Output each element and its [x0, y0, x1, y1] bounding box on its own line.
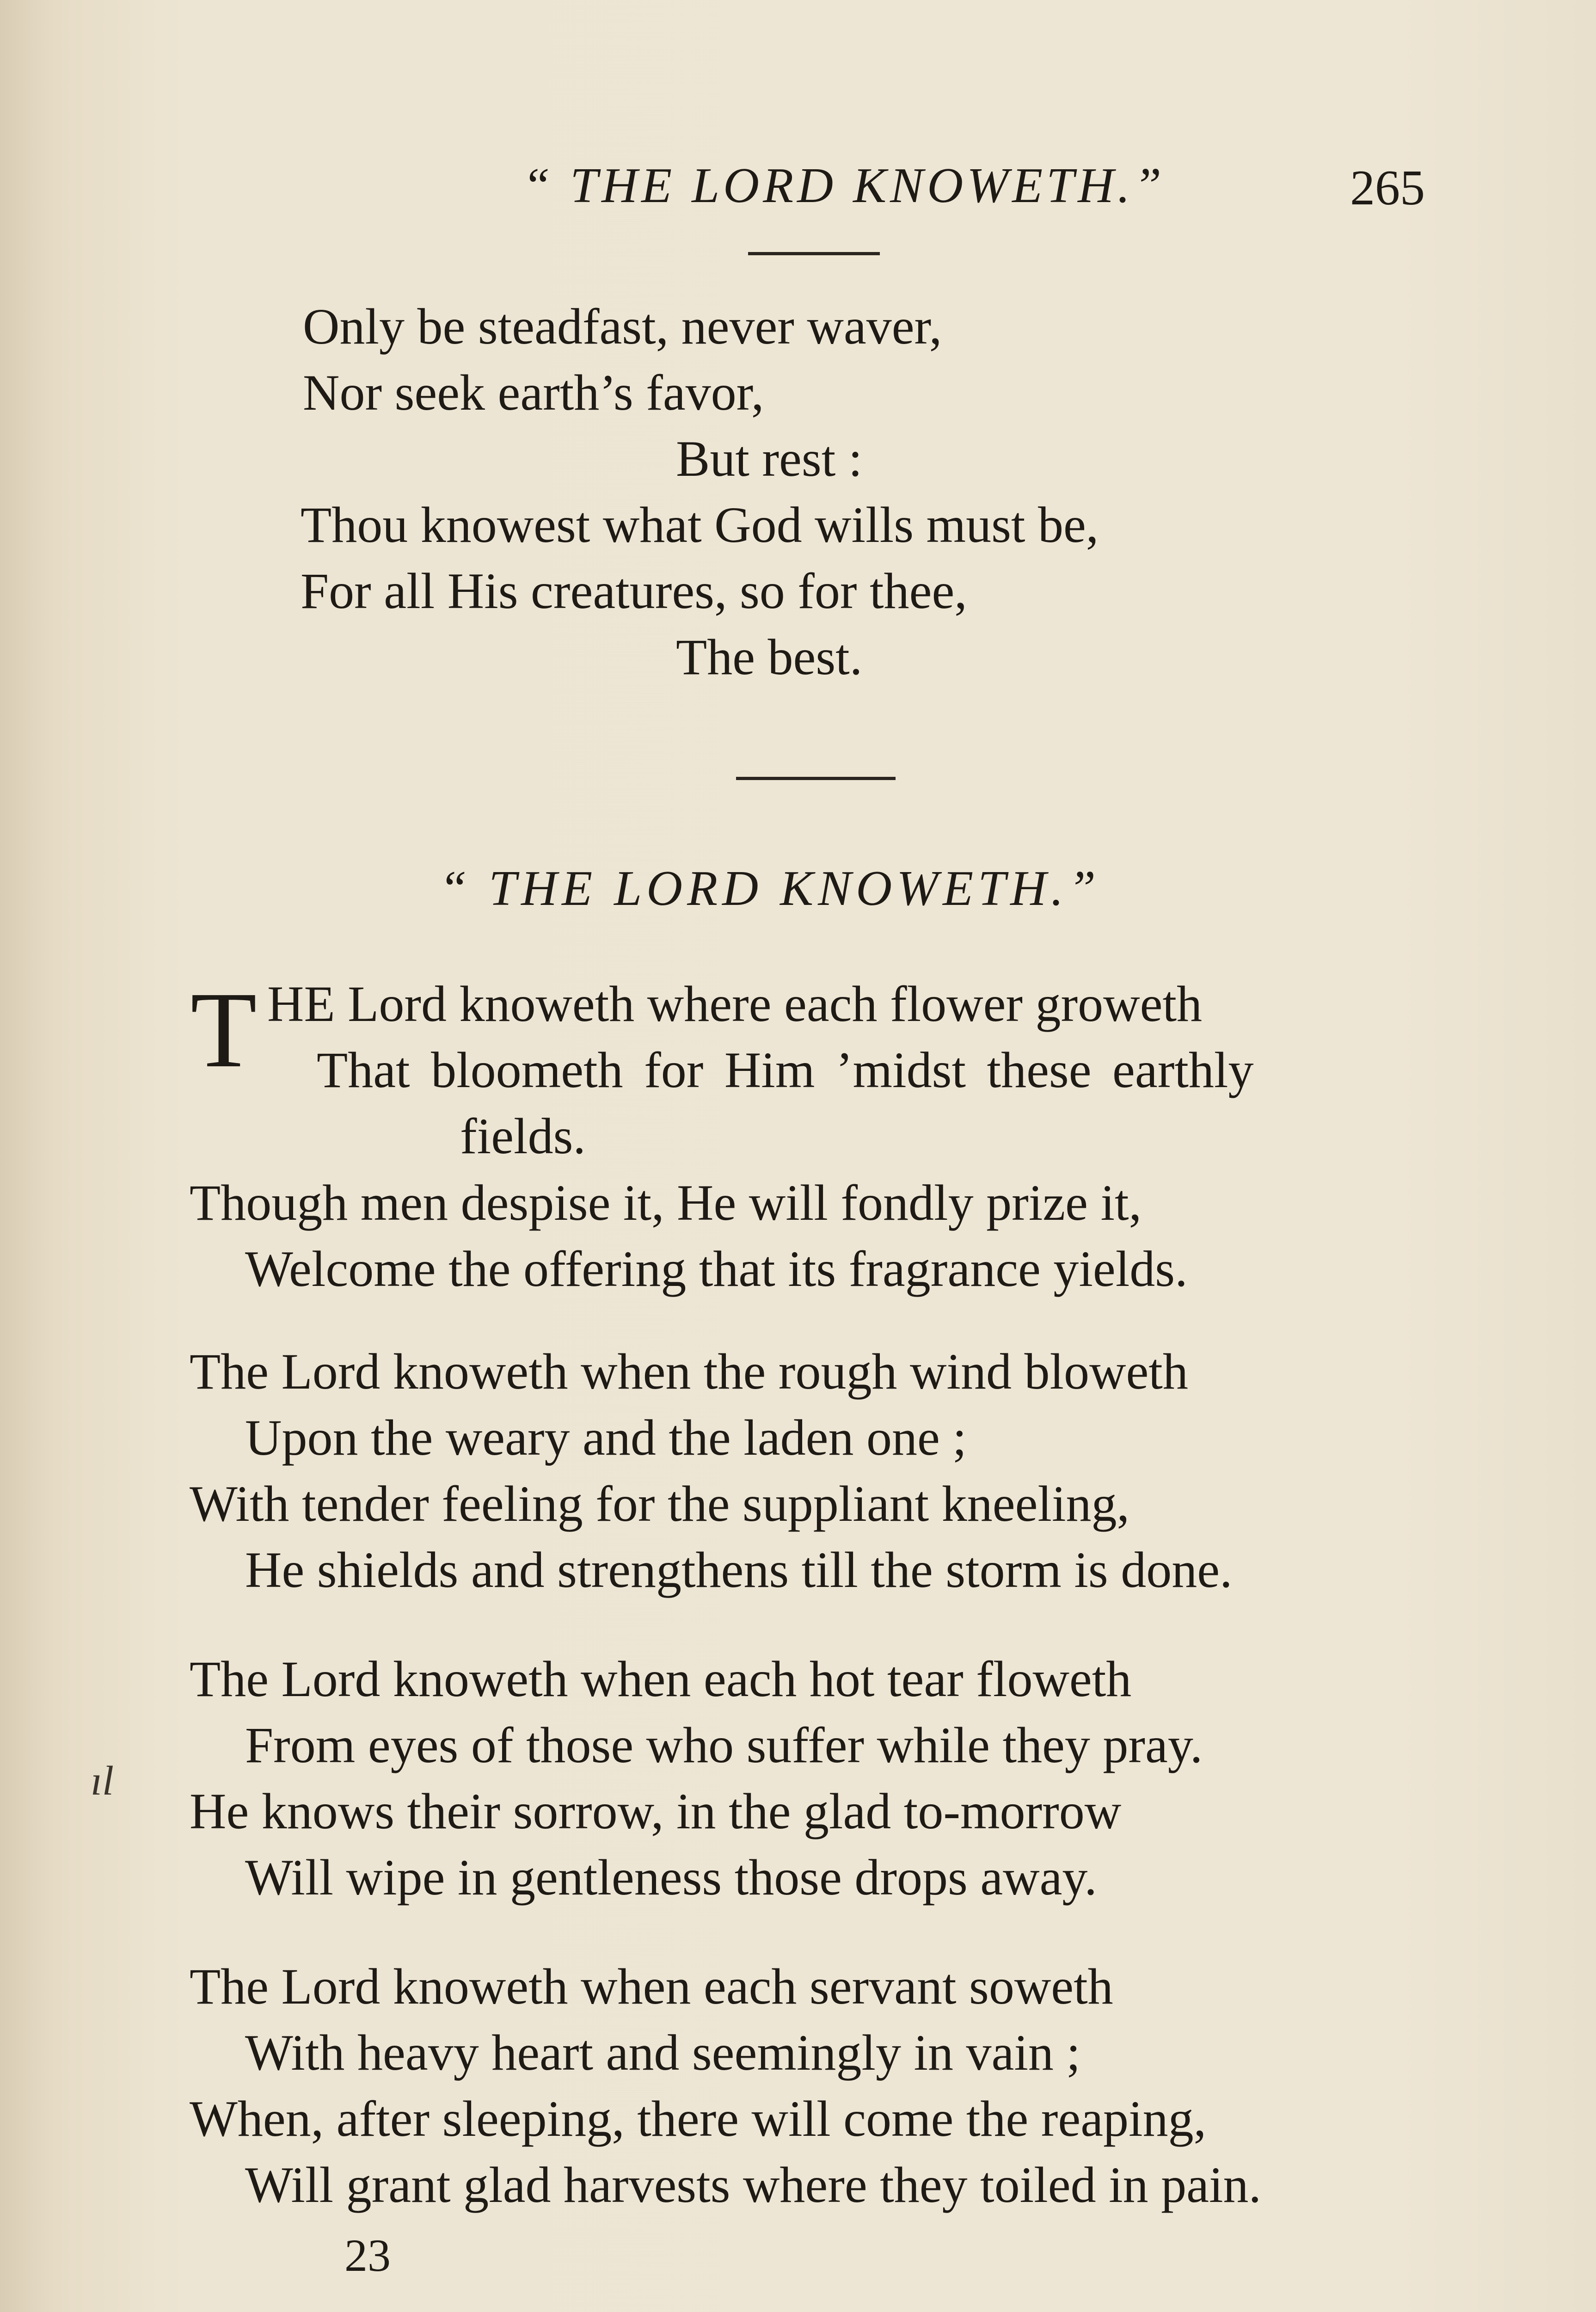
stanza-3-line-4: Will wipe in gentleness those drops away. — [245, 1849, 1097, 1906]
stanza-2-line-1: The Lord knoweth when the rough wind bloweth — [190, 1343, 1188, 1400]
top-poem-line-2: Nor seek earth’s favor, — [303, 364, 764, 421]
stanza-2-line-2: Upon the weary and the laden one ; — [245, 1409, 967, 1466]
poem-title: “ THE LORD KNOWETH.” — [439, 861, 1101, 916]
stanza-1-line-1: HE Lord knoweth where each flower groweth — [267, 976, 1203, 1032]
drop-cap: T — [190, 970, 257, 1090]
signature-mark: 23 — [344, 2230, 391, 2281]
header-divider — [748, 252, 880, 255]
section-divider — [736, 777, 896, 780]
top-poem-line-3: But rest : — [676, 430, 863, 487]
stanza-1-line-4: Though men despise it, He will fondly prize it, — [190, 1174, 1142, 1231]
stanza-1-line-3: fields. — [460, 1108, 586, 1164]
running-header-title: “ THE LORD KNOWETH.” — [522, 158, 1166, 213]
stanza-4-line-3: When, after sleeping, there will come the reaping, — [190, 2091, 1207, 2147]
stanza-1-line-5: Welcome the offering that its fragrance yields. — [245, 1241, 1188, 1297]
stanza-3-line-1: The Lord knoweth when each hot tear floweth — [190, 1651, 1132, 1707]
stanza-2-line-3: With tender feeling for the suppliant kneeling, — [190, 1476, 1130, 1532]
stanza-4-line-1: The Lord knoweth when each servant soweth — [190, 1958, 1113, 2015]
stanza-3-line-3: He knows their sorrow, in the glad to-morrow — [190, 1783, 1122, 1839]
margin-note: ıl — [91, 1758, 114, 1804]
stanza-4-line-2: With heavy heart and seemingly in vain ; — [245, 2024, 1080, 2081]
top-poem-line-4: Thou knowest what God wills must be, — [301, 497, 1099, 553]
stanza-3-line-2: From eyes of those who suffer while they pray. — [245, 1717, 1203, 1773]
top-poem-line-1: Only be steadfast, never waver, — [303, 298, 942, 355]
page-number: 265 — [1350, 160, 1425, 215]
top-poem-line-5: For all His creatures, so for thee, — [301, 563, 967, 619]
stanza-1-line-2: That bloometh for Him ’midst these earthly — [317, 1042, 1254, 1098]
stanza-4-line-4: Will grant glad harvests where they toiled in pain. — [245, 2157, 1262, 2213]
stanza-2-line-4: He shields and strengthens till the storm is done. — [245, 1542, 1233, 1598]
top-poem-line-6: The best. — [676, 629, 863, 685]
